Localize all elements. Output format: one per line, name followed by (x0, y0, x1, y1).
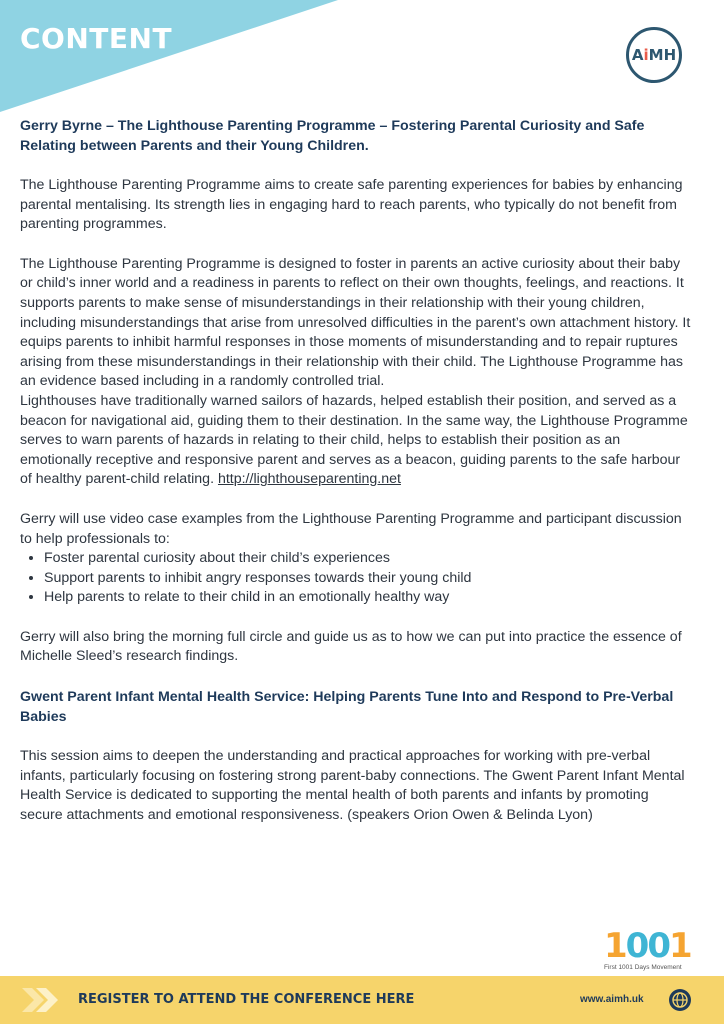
footer-bar (0, 976, 724, 1024)
list-item: • Support parents to inhibit angry responses towards their young child (44, 569, 694, 589)
page-title: CONTENT (20, 22, 173, 55)
chevron-arrows-icon (22, 988, 62, 1012)
header-band (0, 0, 724, 120)
section1-para2: The Lighthouse Parenting Programme is designed to foster in parents an active curiosity about their baby or child’s inner world and a readiness in parents to reflect on their own thoughts, feelings, and reactions. It supports parents to make sense of misunderstandings in their relationship with their young children, including misunderstandings that arise from unresolved difficulties in the parent’s own attachment history. It equips parents to inhibit harmful responses in those moments of misunderstanding and to repair ruptures arising from these misunderstandings in their relationship with their child. The Lighthouse Programme has an evidence based including in a randomly controlled trial. (20, 255, 691, 390)
list-item: • Foster parental curiosity about their child’s experiences (44, 549, 694, 569)
objectives-list (20, 549, 694, 608)
section1-intro: The Lighthouse Parenting Programme aims to create safe parenting experiences for babies by enhancing parental mentalising. Its strength lies in engaging hard to reach parents, who typically do not benefit from parenting programmes. (20, 177, 683, 233)
section1-para5: Gerry will also bring the morning full circle and guide us as to how we can put into practice the essence of Michelle Sleed’s research findings. (20, 628, 682, 665)
first-1001-days-logo: 1001 First 1001 Days Movement (604, 926, 691, 971)
section1-description (20, 255, 694, 490)
register-link[interactable]: REGISTER TO ATTEND THE CONFERENCE HERE (78, 992, 415, 1007)
section2-heading: Gwent Parent Infant Mental Health Service: Helping Parents Tune Into and Respond to Pre-Verbal Babies (20, 689, 674, 726)
main-content (20, 116, 694, 845)
section1-para4: Gerry will use video case examples from the Lighthouse Parenting Programme and participant discussion to help professionals to: (20, 510, 682, 547)
website-url[interactable]: www.aimh.uk (580, 994, 644, 1005)
section2-para1: This session aims to deepen the understanding and practical approaches for working with pre-verbal infants, particularly focusing on fostering strong parent-baby connections. The Gwent Parent Infant Mental Health Service is dedicated to supporting the mental health of both parents and infants by promoting secure attachments and emotional responsiveness. (speakers Orion Owen & Belinda Lyon) (20, 748, 685, 823)
lighthouse-link[interactable]: http://lighthouseparenting.net (217, 471, 401, 488)
list-item: • Help parents to relate to their child in an emotionally healthy way (44, 588, 694, 608)
section1-para3: Lighthouses have traditionally warned sailors of hazards, helped establish their position, and served as a beacon for navigational aid, guiding them to their destination. In the same way, the Lighthouse Programme serves to warn parents of hazards in relating to their child, helps to establish their position as an emotionally receptive and responsive parent and serves as a beacon, guiding parents to the safe harbour of healthy parent-child relating. (20, 392, 688, 488)
section1-heading: Gerry Byrne – The Lighthouse Parenting Programme – Fostering Parental Curiosity and Safe Relating between Parents and their Young Children. (20, 118, 645, 154)
globe-icon[interactable] (668, 988, 692, 1012)
aimh-logo: AiMH (626, 27, 682, 83)
